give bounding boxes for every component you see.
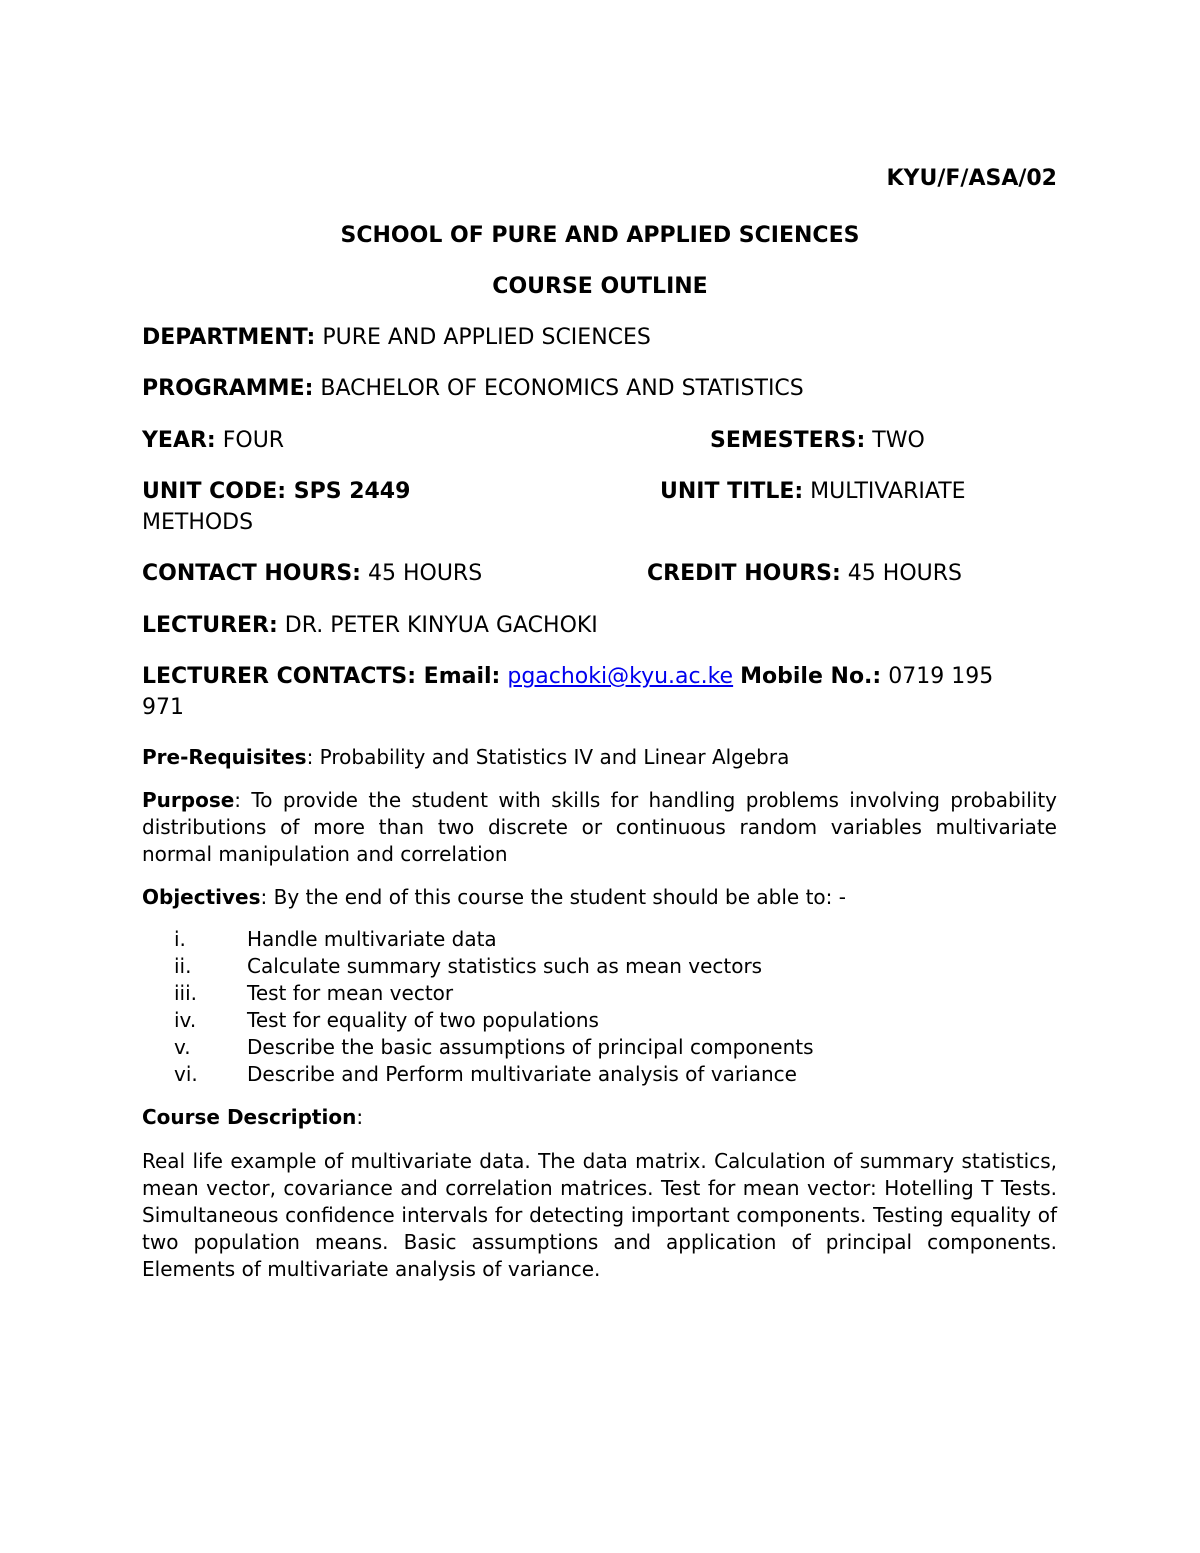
semesters-value: TWO — [872, 428, 925, 453]
objectives-intro: : By the end of this course the student should be able to: - — [260, 885, 846, 909]
list-item-number: iv. — [174, 1008, 197, 1032]
list-item — [142, 1034, 1057, 1061]
department-label: DEPARTMENT: — [142, 325, 316, 350]
unit-title-label: UNIT TITLE: — [660, 479, 804, 504]
department-value: PURE AND APPLIED SCIENCES — [322, 325, 651, 350]
unit-code: UNIT CODE: SPS 2449 — [142, 479, 411, 504]
mobile-label: Mobile No.: — [740, 664, 882, 689]
list-item-number: vi. — [174, 1062, 198, 1086]
lecturer-label: LECTURER: — [142, 613, 278, 638]
department-line — [142, 325, 651, 350]
document-code: KYU/F/ASA/02 — [886, 166, 1057, 191]
email-link[interactable]: pgachoki@kyu.ac.ke — [507, 664, 734, 689]
semesters-line — [710, 428, 925, 453]
course-description-heading — [142, 1105, 363, 1129]
list-item — [142, 926, 1057, 953]
semesters-label: SEMESTERS: — [710, 428, 866, 453]
unit-title-value: MULTIVARIATE — [810, 479, 966, 504]
programme-value: BACHELOR OF ECONOMICS AND STATISTICS — [320, 376, 804, 401]
list-item — [142, 1061, 1057, 1088]
lecturer-line — [142, 613, 598, 638]
prerequisites-label: Pre-Requisites — [142, 745, 307, 769]
contact-hours-value: 45 HOURS — [367, 561, 483, 586]
credit-hours-value: 45 HOURS — [847, 561, 962, 586]
programme-line — [142, 376, 804, 401]
credit-hours-label: CREDIT HOURS: — [647, 561, 841, 586]
year-line — [142, 428, 284, 453]
unit-title-continuation: METHODS — [142, 510, 254, 535]
programme-label: PROGRAMME: — [142, 376, 314, 401]
mobile-value: 0719 195 — [888, 664, 994, 689]
list-item-number: iii. — [174, 981, 198, 1005]
course-description-label: Course Description — [142, 1105, 357, 1129]
year-label: YEAR: — [142, 428, 216, 453]
list-item-text: Describe the basic assumptions of principal components — [247, 1035, 814, 1059]
year-value: FOUR — [222, 428, 285, 453]
school-heading: SCHOOL OF PURE AND APPLIED SCIENCES — [340, 223, 860, 248]
purpose-text: : To provide the student with skills for handling problems involving probability distributions of more than two discrete or continuous random variables multivariate normal manipulation and correlation — [142, 788, 1057, 866]
objectives-line — [142, 885, 846, 909]
objectives-label: Objectives — [142, 885, 261, 909]
list-item-text: Calculate summary statistics such as mean vectors — [247, 954, 763, 978]
list-item — [142, 953, 1057, 980]
list-item-text: Handle multivariate data — [247, 927, 497, 951]
prerequisites-value: : Probability and Statistics IV and Linear Algebra — [306, 745, 790, 769]
course-description-colon: : — [356, 1105, 364, 1129]
list-item-number: i. — [174, 927, 186, 951]
lecturer-contacts-line — [142, 664, 993, 689]
list-item-text: Test for mean vector — [247, 981, 454, 1005]
list-item — [142, 1007, 1057, 1034]
credit-hours-line — [647, 561, 962, 586]
list-item — [142, 980, 1057, 1007]
list-item-number: ii. — [174, 954, 192, 978]
lecturer-contacts-label: LECTURER CONTACTS: Email: — [142, 664, 501, 689]
contact-hours-label: CONTACT HOURS: — [142, 561, 361, 586]
purpose-label: Purpose — [142, 788, 235, 812]
list-item-text: Describe and Perform multivariate analysis of variance — [247, 1062, 797, 1086]
unit-title-line — [660, 479, 966, 504]
list-item-number: v. — [174, 1035, 191, 1059]
course-outline-title: COURSE OUTLINE — [492, 274, 708, 299]
mobile-continuation: 971 — [142, 695, 184, 720]
lecturer-value: DR. PETER KINYUA GACHOKI — [284, 613, 598, 638]
objectives-list — [142, 926, 1057, 1088]
contact-hours-line — [142, 561, 482, 586]
prerequisites-line — [142, 745, 789, 769]
list-item-text: Test for equality of two populations — [247, 1008, 599, 1032]
purpose-paragraph — [142, 787, 1057, 868]
course-description-text: Real life example of multivariate data. The data matrix. Calculation of summary statistics, mean vector, covariance and correlation matrices. Test for mean vector: Hotelling T Tests. Simultaneous confidence intervals for detecting important components. Testing equality of two population means. Basic assumptions and application of principal components. Elements of multivariate analysis of variance. — [142, 1149, 1057, 1281]
